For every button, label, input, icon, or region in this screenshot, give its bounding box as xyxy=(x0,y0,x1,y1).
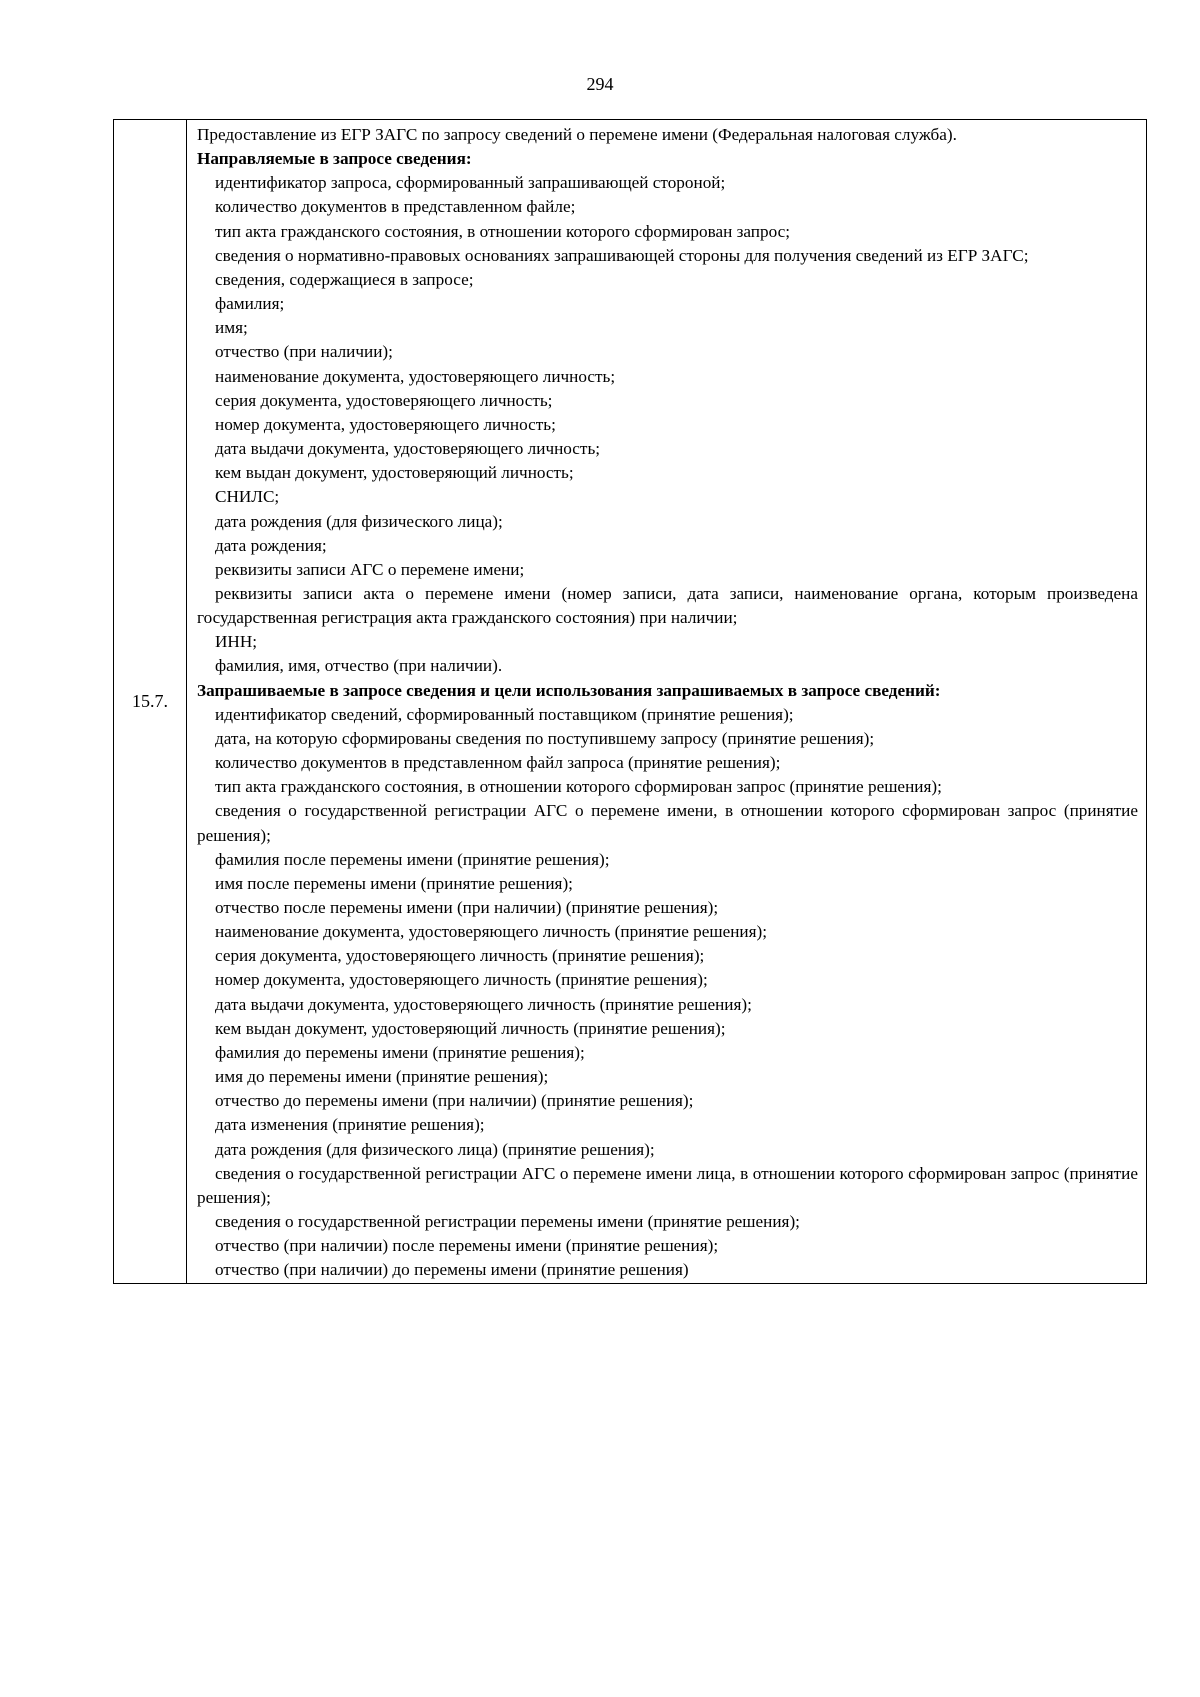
list-item: фамилия, имя, отчество (при наличии). xyxy=(215,656,503,676)
list-item: номер документа, удостоверяющего личность (принятие решения); xyxy=(215,970,708,990)
list-item: идентификатор запроса, сформированный запрашивающей стороной; xyxy=(215,173,726,193)
list-item: тип акта гражданского состояния, в отношении которого сформирован запрос (принятие решения); xyxy=(215,777,942,797)
list-item: фамилия; xyxy=(215,294,285,314)
row-content xyxy=(187,120,1147,1284)
list-item: кем выдан документ, удостоверяющий личность; xyxy=(215,463,574,483)
list-item: сведения о нормативно-правовых основаниях запрашивающей стороны для получения сведений из ЕГР ЗАГС; xyxy=(215,245,1029,265)
list-item: сведения о государственной регистрации АГС о перемене имени лица, в отношении которого сформирован запрос (принятие решения); xyxy=(197,1163,1138,1207)
list-item: дата рождения (для физического лица); xyxy=(215,511,503,531)
list-item: тип акта гражданского состояния, в отношении которого сформирован запрос; xyxy=(215,221,791,241)
data-table xyxy=(113,119,1147,1284)
list-item: отчество (при наличии); xyxy=(215,342,393,362)
list-item: имя до перемены имени (принятие решения); xyxy=(215,1067,549,1087)
list-item: количество документов в представленном файл запроса (принятие решения); xyxy=(215,753,781,773)
sent-items-list xyxy=(197,171,1138,678)
list-item: отчество (при наличии) после перемены имени (принятие решения); xyxy=(215,1236,719,1256)
list-item: сведения о государственной регистрации АГС о перемене имени, в отношении которого сформирован запрос (принятие решения); xyxy=(197,801,1138,845)
list-item: сведения, содержащиеся в запросе; xyxy=(215,269,474,289)
list-item: дата выдачи документа, удостоверяющего личность (принятие решения); xyxy=(215,994,752,1014)
requested-items-list xyxy=(197,703,1138,1283)
list-item: дата, на которую сформированы сведения по поступившему запросу (принятие решения); xyxy=(215,728,875,748)
list-item: ИНН; xyxy=(215,632,258,652)
list-item: реквизиты записи АГС о перемене имени; xyxy=(215,559,525,579)
list-item: идентификатор сведений, сформированный поставщиком (принятие решения); xyxy=(215,704,794,724)
list-item: номер документа, удостоверяющего личность; xyxy=(215,414,556,434)
requested-heading: Запрашиваемые в запросе сведения и цели использования запрашиваемых в запросе сведений: xyxy=(197,680,941,700)
list-item: отчество (при наличии) до перемены имени (принятие решения) xyxy=(215,1260,689,1280)
list-item: сведения о государственной регистрации перемены имени (принятие решения); xyxy=(215,1212,800,1232)
list-item: серия документа, удостоверяющего личность (принятие решения); xyxy=(215,946,705,966)
list-item: фамилия после перемены имени (принятие решения); xyxy=(215,849,610,869)
page-number: 294 xyxy=(586,74,614,94)
list-item: дата изменения (принятие решения); xyxy=(215,1115,485,1135)
list-item: дата рождения; xyxy=(215,535,327,555)
list-item: фамилия до перемены имени (принятие решения); xyxy=(215,1042,585,1062)
list-item: дата рождения (для физического лица) (принятие решения); xyxy=(215,1139,655,1159)
sent-heading: Направляемые в запросе сведения: xyxy=(197,149,472,169)
list-item: кем выдан документ, удостоверяющий личность (принятие решения); xyxy=(215,1018,726,1038)
list-item: имя; xyxy=(215,318,248,338)
list-item: дата выдачи документа, удостоверяющего личность; xyxy=(215,439,601,459)
list-item: отчество до перемены имени (при наличии) (принятие решения); xyxy=(215,1091,694,1111)
list-item: СНИЛС; xyxy=(215,487,280,507)
list-item: реквизиты записи акта о перемене имени (номер записи, дата записи, наименование органа, которым произведена государственная регистрация акта гражданского состояния) при наличии; xyxy=(197,583,1138,628)
list-item: наименование документа, удостоверяющего личность (принятие решения); xyxy=(215,922,768,942)
list-item: имя после перемены имени (принятие решения); xyxy=(215,873,573,893)
table-row xyxy=(114,120,1147,1284)
list-item: серия документа, удостоверяющего личность; xyxy=(215,390,553,410)
list-item: отчество после перемены имени (при наличии) (принятие решения); xyxy=(215,898,719,917)
row-number: 15.7. xyxy=(114,120,187,1284)
list-item: наименование документа, удостоверяющего личность; xyxy=(215,366,616,386)
row-title: Предоставление из ЕГР ЗАГС по запросу сведений о перемене имени (Федеральная налоговая служба). xyxy=(197,125,957,144)
list-item: количество документов в представленном файле; xyxy=(215,197,576,217)
